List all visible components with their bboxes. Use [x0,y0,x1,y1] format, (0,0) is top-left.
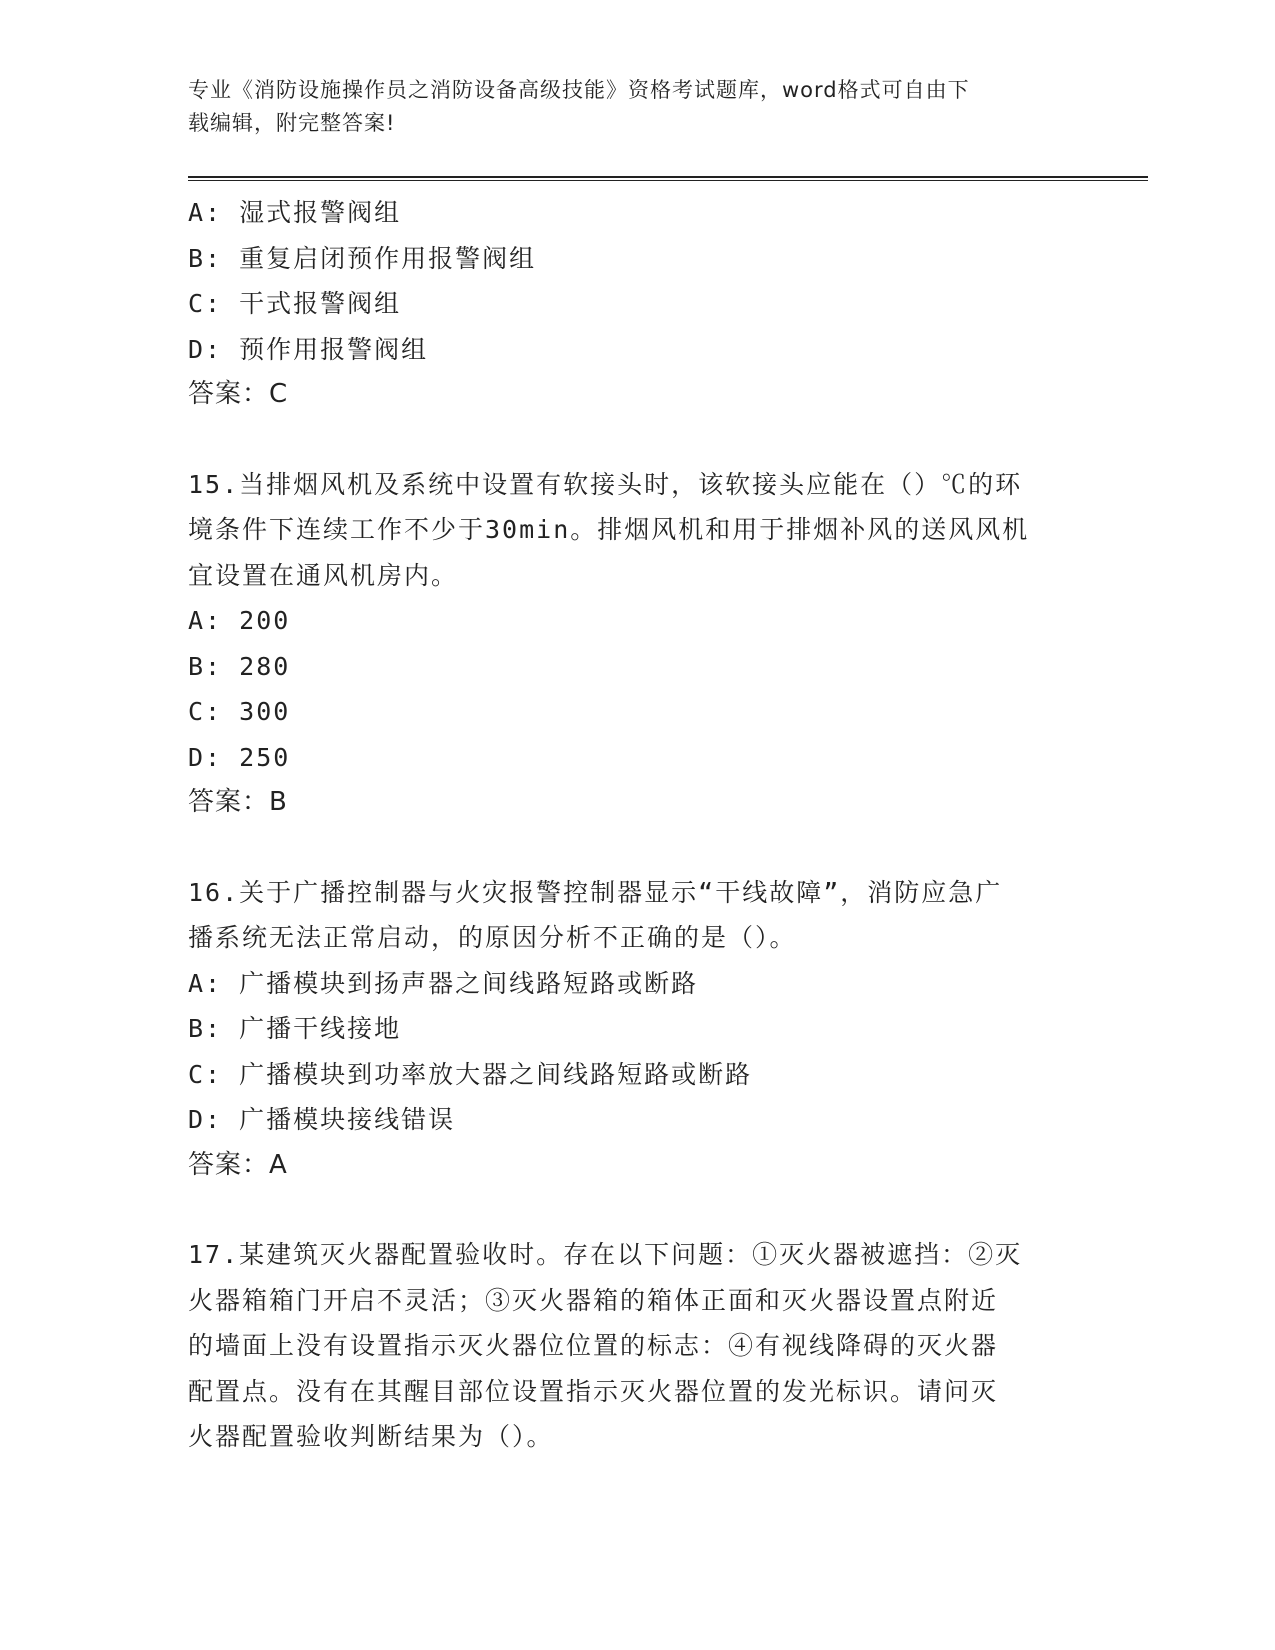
answer: 答案：A [188,1149,288,1180]
question-text-line: 火器箱箱门开启不灵活；③灭火器箱的箱体正面和灭火器设置点附近 [188,1285,999,1315]
option-d: D: 广播模块接线错误 [188,1105,456,1134]
option-b: B: 广播干线接地 [188,1014,402,1043]
header-divider [188,176,1148,181]
option-d: D: 预作用报警阀组 [188,334,429,364]
document-header [188,74,1068,140]
header-line-2: 载编辑，附完整答案! [188,111,396,135]
question-17 [188,1232,1088,1460]
question-16 [188,870,1088,1189]
answer: 答案：B [188,787,288,817]
question-text-line: 的墙面上没有设置指示灭火器位位置的标志：④有视线降碍的灭火器 [188,1331,999,1360]
question-text-line: 17.某建筑灭火器配置验收时。存在以下问题：①灭火器被遮挡：②灭 [188,1240,1023,1269]
question-text-line: 16.关于广播控制器与火灾报警控制器显示“干线故障”，消防应急广 [188,877,1003,907]
question-content [188,190,1088,1460]
previous-question-block [188,190,1088,418]
option-b: B: 重复启闭预作用报警阀组 [188,243,537,273]
option-c: C: 干式报警阀组 [188,289,402,318]
option-c: C: 广播模块到功率放大器之间线路短路或断路 [188,1059,753,1089]
option-c: C: 300 [188,697,291,726]
option-a: A: 广播模块到扬声器之间线路短路或断路 [188,968,699,998]
option-b: B: 280 [188,651,291,681]
question-15 [188,462,1088,826]
option-a: A: 湿式报警阀组 [188,198,402,227]
header-line-1: 专业《消防设施操作员之消防设备高级技能》资格考试题库，word格式可自由下 [188,78,970,102]
option-a: A: 200 [188,606,291,635]
question-text-line: 播系统无法正常启动，的原因分析不正确的是（）。 [188,923,797,952]
option-d: D: 250 [188,742,291,772]
question-text-line: 宜设置在通风机房内。 [188,560,459,590]
answer: 答案：C [188,379,289,409]
question-text-line: 境条件下连续工作不少于30min。排烟风机和用于排烟补风的送风风机 [188,515,1030,544]
question-text-line: 15.当排烟风机及系统中设置有软接头时，该软接头应能在（）℃的环 [188,469,1023,499]
question-text-line: 配置点。没有在其醒目部位设置指示灭火器位置的发光标识。请问灭 [188,1376,999,1406]
question-text-line: 火器配置验收判断结果为（）。 [188,1422,554,1451]
